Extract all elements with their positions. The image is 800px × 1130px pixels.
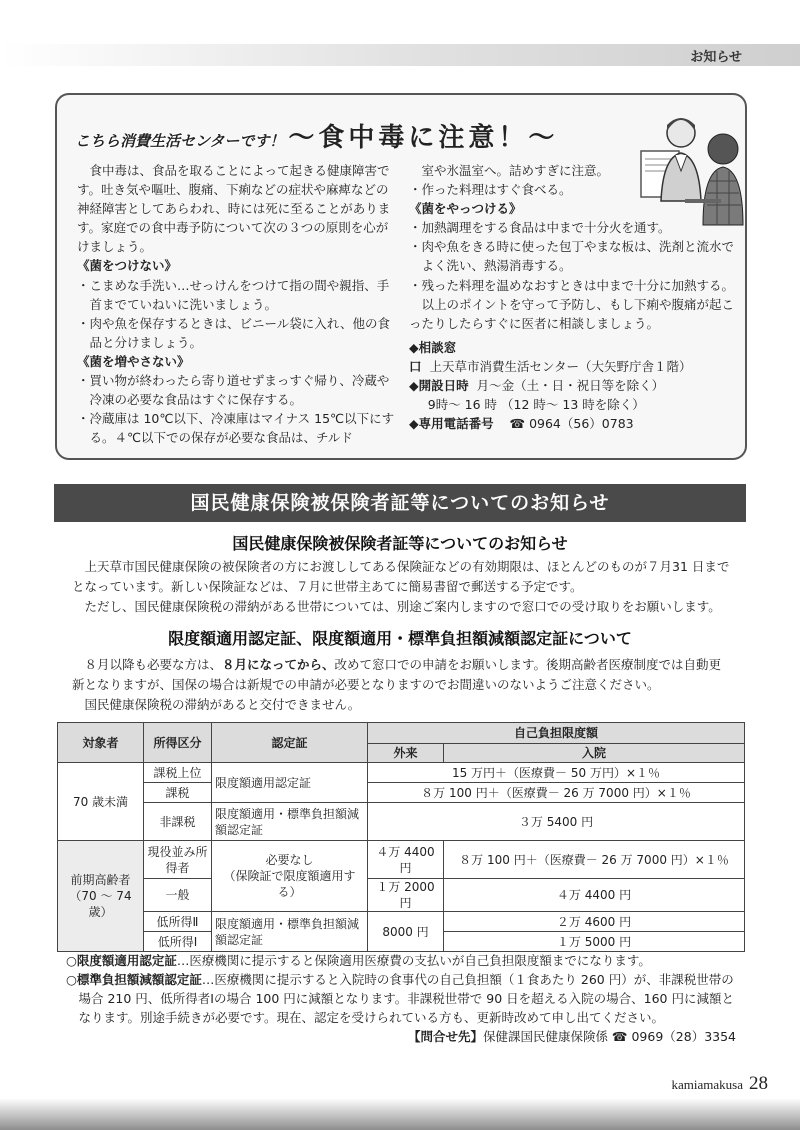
bullet-go-home: ・買い物が終わったら寄り道せずまっすぐ帰り、冷蔵や冷凍の必要な食品はすぐに保存する。 xyxy=(77,373,390,408)
limit-cert-title: 限度額適用認定証、限度額適用・標準負担額減額認定証について xyxy=(168,629,632,648)
insurance-p2: ただし、国民健康保険税の滞納がある世帯については、別途ご案内しますので窓口での受け取りをお願いします。 xyxy=(84,599,721,614)
footer-brand: kamiamakusa xyxy=(671,1077,743,1092)
table-row xyxy=(58,912,745,932)
cert-cell: 限度額適用・標準負担額減額認定証 xyxy=(212,912,368,952)
outpatient-cell: １万 2000 円 xyxy=(368,879,444,912)
outpatient-cell: ４万 4400 円 xyxy=(368,841,444,879)
inpatient-cell: ８万 100 円＋（医療費－ 26 万 7000 円）×１％ xyxy=(444,841,745,879)
insurance-banner: 国民健康保険被保険者証等についてのお知らせ xyxy=(54,484,746,522)
bullet-handwash: ・こまめな手洗い…せっけんをつけて指の間や親指、手首までていねいに洗いましょう。 xyxy=(77,277,390,312)
limit-cert-p3 xyxy=(72,655,732,695)
table-row xyxy=(58,783,745,803)
note-reduction-cert-text: …医療機関に提示すると入院時の食事代の自己負担額（１食あたり 260 円）が、非課税世帯の場合 210 円、低所得者Ⅰの場合 100 円に減額となります。非課税世帯で 90 日を超える入院の場合、160 円に減額となります。別途手続きが必要です。現在、認定を受けられている方も、更新時改めて申し出てください。 xyxy=(78,972,734,1025)
income-cell: 一般 xyxy=(144,879,212,912)
limit-cert-body xyxy=(72,655,732,715)
limit-table xyxy=(57,722,745,952)
cert-cell: 限度額適用認定証 xyxy=(212,763,368,803)
notice-closing: 以上のポイントを守って予防し、もし下痢や腹痛が起こったりしたらすぐに医者に相談しましょう。 xyxy=(409,296,735,331)
table-row xyxy=(58,841,745,879)
notice-right-column xyxy=(409,161,735,433)
note-reduction-cert-label: ○標準負担額減額認定証 xyxy=(66,972,202,987)
contact-hours xyxy=(409,376,735,395)
note-reduction-cert xyxy=(66,970,736,1027)
bullet-wash-tools: ・肉や魚をきる時に使った包丁やまな板は、洗剤と流水でよく洗い、熱湯消毒する。 xyxy=(409,239,735,274)
footer-bar xyxy=(0,1098,800,1130)
col-inpatient: 入院 xyxy=(444,744,745,763)
note-limit-cert xyxy=(66,951,736,970)
limit-cert-p3-a: ８月以降も必要な方は、 xyxy=(84,657,223,672)
group-70-74: 前期高齢者（70 ～ 74 歳） xyxy=(58,841,144,952)
income-cell: 現役並み所得者 xyxy=(144,841,212,879)
limit-cert-p4: 国民健康保険税の滞納があると交付できません。 xyxy=(84,697,361,712)
notice-heading-main: こちら消費生活センターです！ xyxy=(75,132,285,150)
contact-phone-label: ◆専用電話番号 xyxy=(409,416,494,432)
note-limit-cert-label: ○限度額適用認定証 xyxy=(66,953,177,968)
cert-cell xyxy=(212,841,368,912)
col-income: 所得区分 xyxy=(144,723,212,763)
top-bar xyxy=(0,44,800,66)
insurance-p1: 上天草市国民健康保険の被保険者の方にお渡ししてある保険証などの有効期限は、ほとんどのものが７月31 日までとなっています。新しい保険証などは、７月に世帯主あてに簡易書留で郵送する予定です。 xyxy=(72,559,730,594)
inpatient-cell: １万 5000 円 xyxy=(444,932,745,952)
col-cert: 認定証 xyxy=(212,723,368,763)
bullet-heat-through: ・加熱調理をする食品は中まで十分火を通す。 xyxy=(409,220,671,236)
contact-window-label: ◆相談窓口 xyxy=(409,339,457,374)
food-poisoning-notice xyxy=(55,93,747,460)
col-outpatient: 外来 xyxy=(368,744,444,763)
insurance-title: 国民健康保険被保険者証等についてのお知らせ xyxy=(232,534,568,553)
subheading-prevent-attach: 《菌をつけない》 xyxy=(77,258,178,274)
amount-cell: ８万 100 円＋（医療費－ 26 万 7000 円）×１％ xyxy=(368,783,745,803)
insurance-body xyxy=(72,557,732,617)
table-row xyxy=(58,763,745,783)
inquiry-contact xyxy=(66,1027,736,1046)
limit-cert-p3-b: 改めて窓口での申請をお願いします。後期高齢者医療制度では自動更新となりますが、国保の場合は新規での申請が必要となりますのでお間違いのないようご注意ください。 xyxy=(72,657,722,692)
notice-heading xyxy=(75,117,558,154)
cert-not-required: 必要なし xyxy=(265,853,314,867)
contact-hours-label: ◆開設日時 xyxy=(409,378,469,394)
contact-info xyxy=(409,338,735,433)
income-cell: 課税 xyxy=(144,783,212,803)
bullet-fridge-temp-cont: 室や氷温室へ。詰めすぎに注意。 xyxy=(421,163,610,178)
table-row xyxy=(58,879,745,912)
subheading-kill: 《菌をやっつける》 xyxy=(409,201,522,217)
income-cell: 課税上位 xyxy=(144,763,212,783)
page-number: 28 xyxy=(749,1073,768,1094)
inpatient-cell: ４万 4400 円 xyxy=(444,879,745,912)
contact-window-value: 上天草市消費生活センター（大矢野庁舎１階） xyxy=(429,358,692,374)
income-cell: 低所得Ⅱ xyxy=(144,912,212,932)
contact-phone xyxy=(409,414,735,433)
income-cell: 低所得Ⅰ xyxy=(144,932,212,952)
limit-cert-p3-bold: ８月になってから、 xyxy=(222,657,335,672)
inquiry-value: 保健課国民健康保険係 ☎ 0969（28）3354 xyxy=(482,1029,736,1044)
footer xyxy=(672,1073,768,1095)
bullet-reheat: ・残った料理を温めなおすときは中まで十分に加熱する。 xyxy=(409,277,735,293)
outpatient-cell: 8000 円 xyxy=(368,912,444,952)
notice-heading-title: ～食中毒に注意！～ xyxy=(288,123,559,153)
contact-hours-detail: 9時～ 16 時 （12 時～ 13 時を除く） xyxy=(427,397,645,413)
contact-phone-value: ☎ 0964（56）0783 xyxy=(509,416,634,432)
income-cell: 非課税 xyxy=(144,803,212,841)
group-under70: 70 歳未満 xyxy=(58,763,144,841)
inquiry-label: 【問合せ先】 xyxy=(407,1029,483,1044)
bullet-eat-soon: ・作った料理はすぐ食べる。 xyxy=(409,182,572,198)
amount-cell: 15 万円＋（医療費－ 50 万円）×１％ xyxy=(368,763,745,783)
notice-left-column xyxy=(77,161,395,447)
col-subject: 対象者 xyxy=(58,723,144,763)
bullet-fridge-temp: ・冷蔵庫は 10℃以下、冷凍庫はマイナス 15℃以下にする。４℃以下での保存が必要な食品は、チルド xyxy=(77,411,395,446)
cert-cell: 限度額適用・標準負担額減額認定証 xyxy=(212,803,368,841)
amount-cell: ３万 5400 円 xyxy=(368,803,745,841)
bullet-separate-food: ・肉や魚を保存するときは、ビニール袋に入れ、他の食品と分けましょう。 xyxy=(77,315,391,350)
table-row xyxy=(58,803,745,841)
subheading-prevent-growth: 《菌を増やさない》 xyxy=(77,353,190,369)
notice-intro: 食中毒は、食品を取ることによって起きる健康障害です。吐き気や嘔吐、腹痛、下痢などの症状や麻痺などの神経障害としてあらわれ、時には死に至ることがあります。家庭での食中毒予防について次の３つの原則を心がけましょう。 xyxy=(77,163,391,255)
inpatient-cell: ２万 4600 円 xyxy=(444,912,745,932)
section-label: お知らせ xyxy=(690,50,742,65)
notes xyxy=(66,951,736,1046)
col-limit: 自己負担限度額 xyxy=(368,723,745,744)
contact-window xyxy=(409,338,735,376)
cert-not-required-note: （保険証で限度額適用する） xyxy=(223,869,356,899)
note-limit-cert-text: …医療機関に提示すると保険適用医療費の支払いが自己負担限度額までになります。 xyxy=(176,953,651,968)
contact-hours-value: 月～金（土・日・祝日等を除く） xyxy=(476,378,665,394)
